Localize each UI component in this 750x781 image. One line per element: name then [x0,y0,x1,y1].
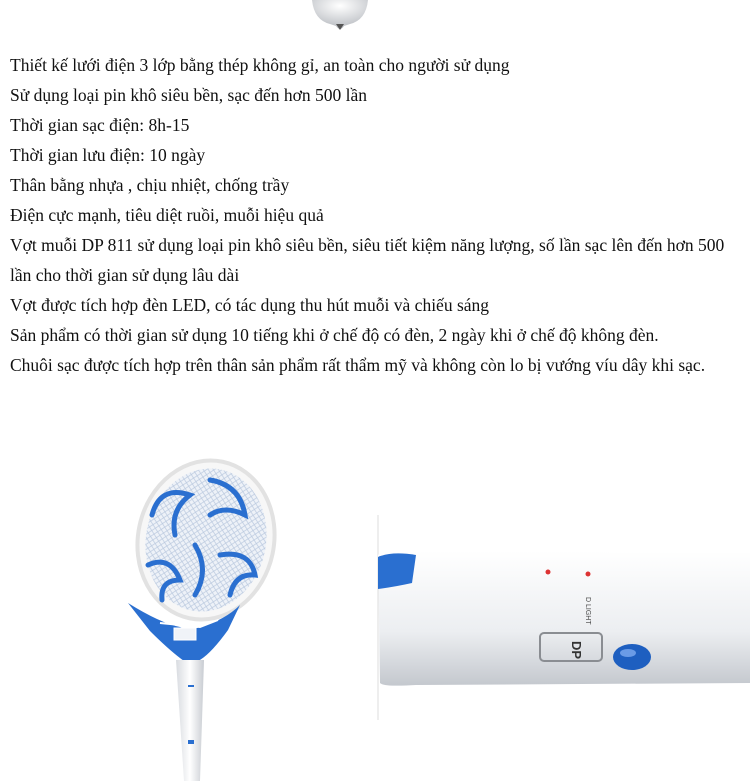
dp-brand-mark: DP [569,641,584,660]
description-line: Vợt muỗi DP 811 sử dụng loại pin khô siêu bền, siêu tiết kiệm năng lượng, số lần sạc lên đến hơn 500 lần cho thời gian sử dụng lâu dài [10,235,725,285]
product-description [10,50,742,380]
description-line: Thiết kế lưới điện 3 lớp bằng thép không gỉ, an toàn cho người sử dụng [10,55,510,75]
racket-product-image [100,455,280,781]
handle-closeup-image [376,515,750,720]
description-line: Sử dụng loại pin khô siêu bền, sạc đến hơn 500 lần [10,85,368,105]
description-line: Thời gian sạc điện: 8h-15 [10,115,190,135]
light-label: D LIGHT [584,597,591,625]
description-line: Thời gian lưu điện: 10 ngày [10,145,206,165]
description-line: Điện cực mạnh, tiêu diệt ruồi, muỗi hiệu quả [10,205,324,225]
description-line: Vợt được tích hợp đèn LED, có tác dụng thu hút muỗi và chiếu sáng [10,295,490,315]
description-line: Chuôi sạc được tích hợp trên thân sản phẩm rất thẩm mỹ và không còn lo bị vướng víu dây khi sạc. [10,355,706,375]
description-line: Sản phẩm có thời gian sử dụng 10 tiếng khi ở chế độ có đèn, 2 ngày khi ở chế độ không đèn. [10,325,659,345]
top-product-image-fragment [300,0,380,30]
description-line: Thân bằng nhựa , chịu nhiệt, chống trầy [10,175,290,195]
